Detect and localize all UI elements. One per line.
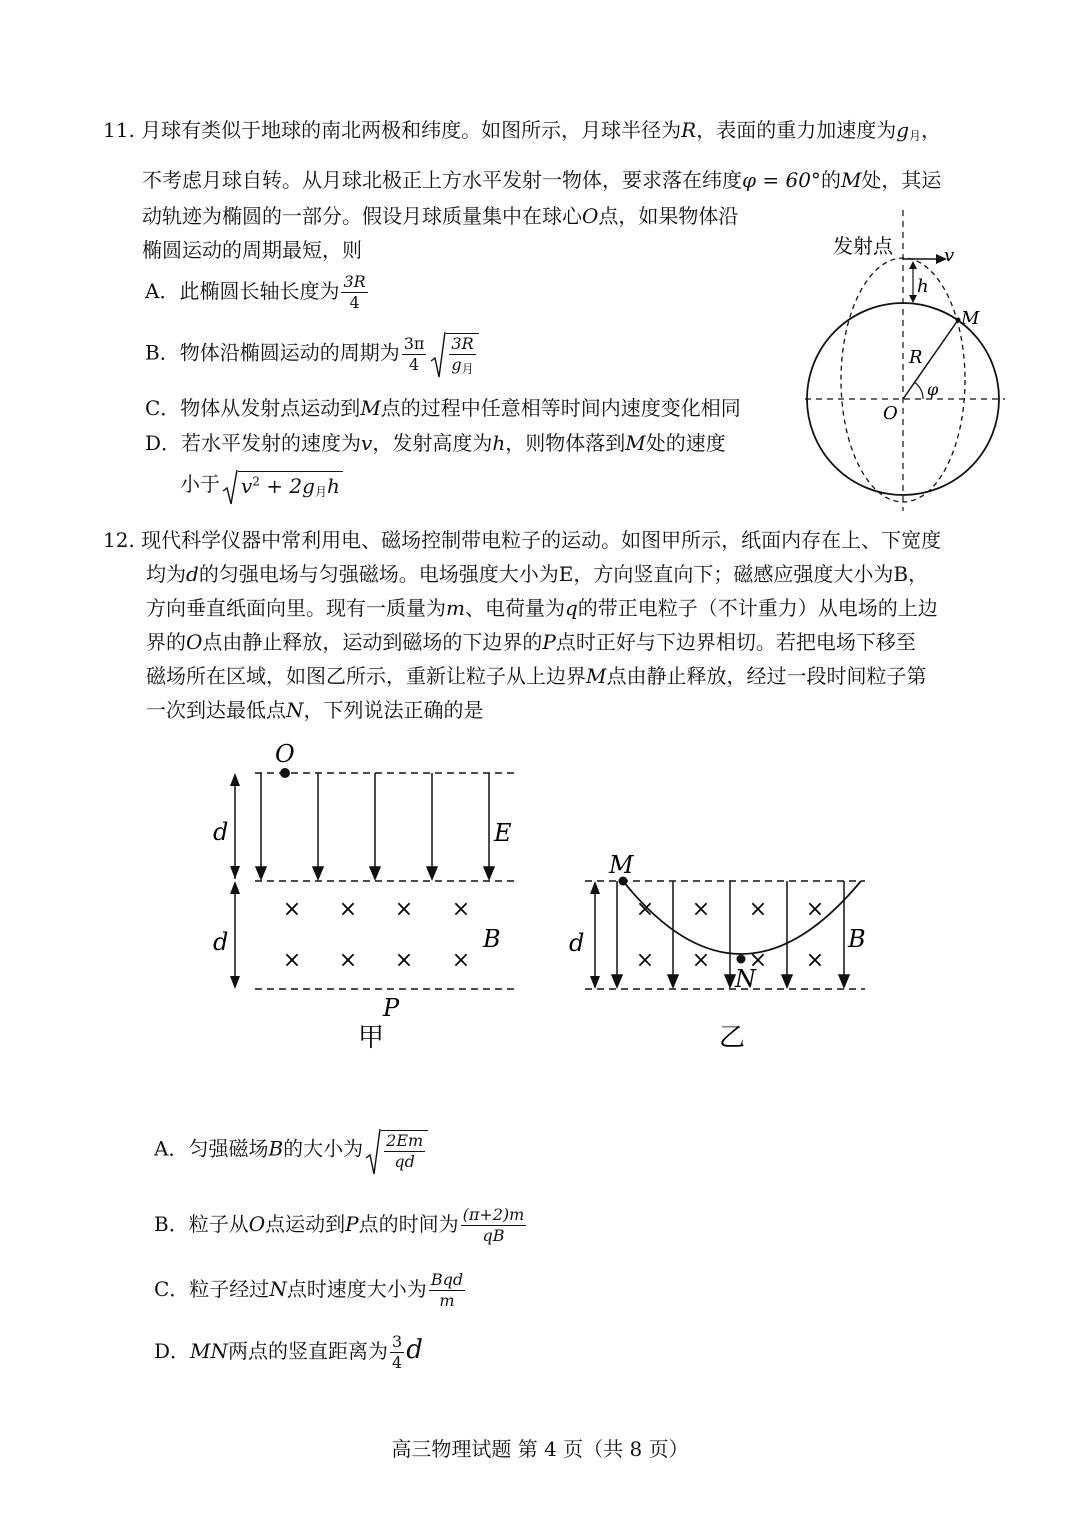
- h-label: h: [917, 276, 929, 297]
- b-label: B: [848, 925, 866, 953]
- fraction: $\frac{3R}{4}$: [343, 272, 366, 312]
- n-label: N: [735, 965, 756, 993]
- square-root: $v^2 + 2g_月h$: [222, 471, 343, 500]
- svg-text:×: ×: [691, 897, 711, 922]
- q11-number: 11.: [103, 118, 135, 142]
- svg-text:×: ×: [748, 897, 768, 922]
- moon-orbit-diagram: [795, 205, 1015, 515]
- q12-line-3: 方向垂直纸面向里。现有一质量为m、电荷量为q的带正电粒子（不计重力）从电场的上边: [146, 596, 938, 620]
- q11-line-3: 动轨迹为椭圆的一部分。假设月球质量集中在球心O点，如果物体沿: [142, 204, 739, 228]
- e-label: E: [494, 819, 512, 847]
- fraction: $\frac{(\pi+2)m}{qB}$: [462, 1205, 525, 1245]
- q11-option-c[interactable]: C．物体从发射点运动到M点的过程中任意相等时间内速度变化相同: [145, 396, 741, 420]
- svg-text:×: ×: [805, 948, 825, 973]
- svg-text:×: ×: [451, 897, 471, 922]
- n-point: [737, 955, 746, 964]
- svg-text:×: ×: [635, 948, 655, 973]
- svg-text:×: ×: [635, 897, 655, 922]
- m-label: M: [961, 308, 980, 329]
- q11-line-1: 11. 月球有类似于地球的南北两极和纬度。如图所示，月球半径为R，表面的重力加速度为$g_月$，: [103, 118, 942, 143]
- q12-option-b[interactable]: B．粒子从O点运动到P点的时间为 $\frac{(\pi+2)m}{qB}$: [154, 1205, 525, 1245]
- square-root: $\frac{3R}{g_月}$: [430, 333, 478, 375]
- q12-option-c[interactable]: C．粒子经过N点时速度大小为 $\frac{\text{Bqd}}{m}$: [154, 1270, 464, 1310]
- q12-line-2: 均为d的匀强电场与匀强磁场。电场强度大小为E，方向竖直向下；磁感应强度大小为B，: [146, 562, 929, 586]
- q11-line-4: 椭圆运动的周期最短，则: [142, 238, 362, 262]
- r-label: R: [909, 347, 923, 368]
- svg-text:×: ×: [338, 948, 358, 973]
- q11-option-d-cont: 小于 $v^2 + 2g_月h$: [180, 468, 343, 500]
- o-point: [280, 768, 290, 778]
- figure-caption: 乙: [719, 1023, 746, 1053]
- q12-line-4: 界的O点由静止释放，运动到磁场的下边界的P点时正好与下边界相切。若把电场下移至: [146, 630, 916, 654]
- phi-arc: [914, 382, 923, 399]
- o-label: O: [883, 403, 898, 424]
- q11-option-a[interactable]: A．此椭圆长轴长度为 $\frac{3R}{4}$: [145, 272, 366, 312]
- d-label: d: [213, 818, 229, 846]
- svg-text:×: ×: [394, 948, 414, 973]
- svg-text:×: ×: [282, 948, 302, 973]
- q12-number: 12.: [103, 528, 135, 552]
- figure-caption: 甲: [358, 1023, 385, 1053]
- svg-text:×: ×: [805, 897, 825, 922]
- figure-jia: [205, 738, 525, 1058]
- launch-point-label: 发射点: [833, 234, 893, 258]
- d-label: d: [569, 929, 585, 957]
- q12-option-d[interactable]: D．MN两点的竖直距离为 $\frac{3}{4}$ d: [154, 1332, 423, 1372]
- m-label: M: [609, 851, 634, 879]
- d-label: d: [213, 928, 229, 956]
- svg-text:×: ×: [338, 897, 358, 922]
- q11-line-2: 不考虑月球自转。从月球北极正上方水平发射一物体，要求落在纬度φ = 60°的M处，其运: [142, 168, 942, 192]
- v-label: v: [944, 245, 955, 266]
- electric-field-arrows: [256, 773, 494, 879]
- fraction: $\frac{3}{4}$: [392, 1332, 403, 1372]
- magnetic-field-crosses: [283, 897, 470, 973]
- q11-option-b[interactable]: B．物体沿椭圆运动的周期为 $\frac{3\pi}{4}$ $\frac{3R}{g_月}$: [145, 333, 479, 375]
- q12-line-1: 12. 现代科学仪器中常利用电、磁场控制带电粒子的运动。如图甲所示，纸面内存在上、下宽度: [103, 528, 942, 552]
- q12-option-a[interactable]: A．匀强磁场B的大小为 $\frac{2Em}{qd}$: [154, 1130, 428, 1170]
- q12-line-6: 一次到达最低点N，下列说法正确的是: [146, 698, 484, 722]
- svg-text:×: ×: [282, 897, 302, 922]
- q12-line-5: 磁场所在区域，如图乙所示，重新让粒子从上边界M点由静止释放，经过一段时间粒子第: [146, 664, 927, 688]
- b-label: B: [483, 925, 501, 953]
- square-root: $\frac{2Em}{qd}$: [365, 1130, 428, 1170]
- o-label: O: [275, 740, 295, 768]
- svg-text:×: ×: [748, 948, 768, 973]
- svg-text:×: ×: [691, 948, 711, 973]
- particle-trajectory: [623, 881, 861, 954]
- p-label: P: [383, 994, 400, 1022]
- svg-text:×: ×: [394, 897, 414, 922]
- svg-text:×: ×: [451, 948, 471, 973]
- fraction: $\frac{\text{Bqd}}{m}$: [430, 1270, 464, 1310]
- phi-label: φ: [927, 380, 939, 399]
- figure-yi: [565, 845, 885, 1060]
- page-footer: 高三物理试题 第 4 页（共 8 页）: [391, 1437, 689, 1461]
- fraction: $\frac{3\pi}{4}$: [403, 333, 425, 374]
- q11-option-d[interactable]: D．若水平发射的速度为v，发射高度为h，则物体落到M处的速度: [145, 431, 726, 455]
